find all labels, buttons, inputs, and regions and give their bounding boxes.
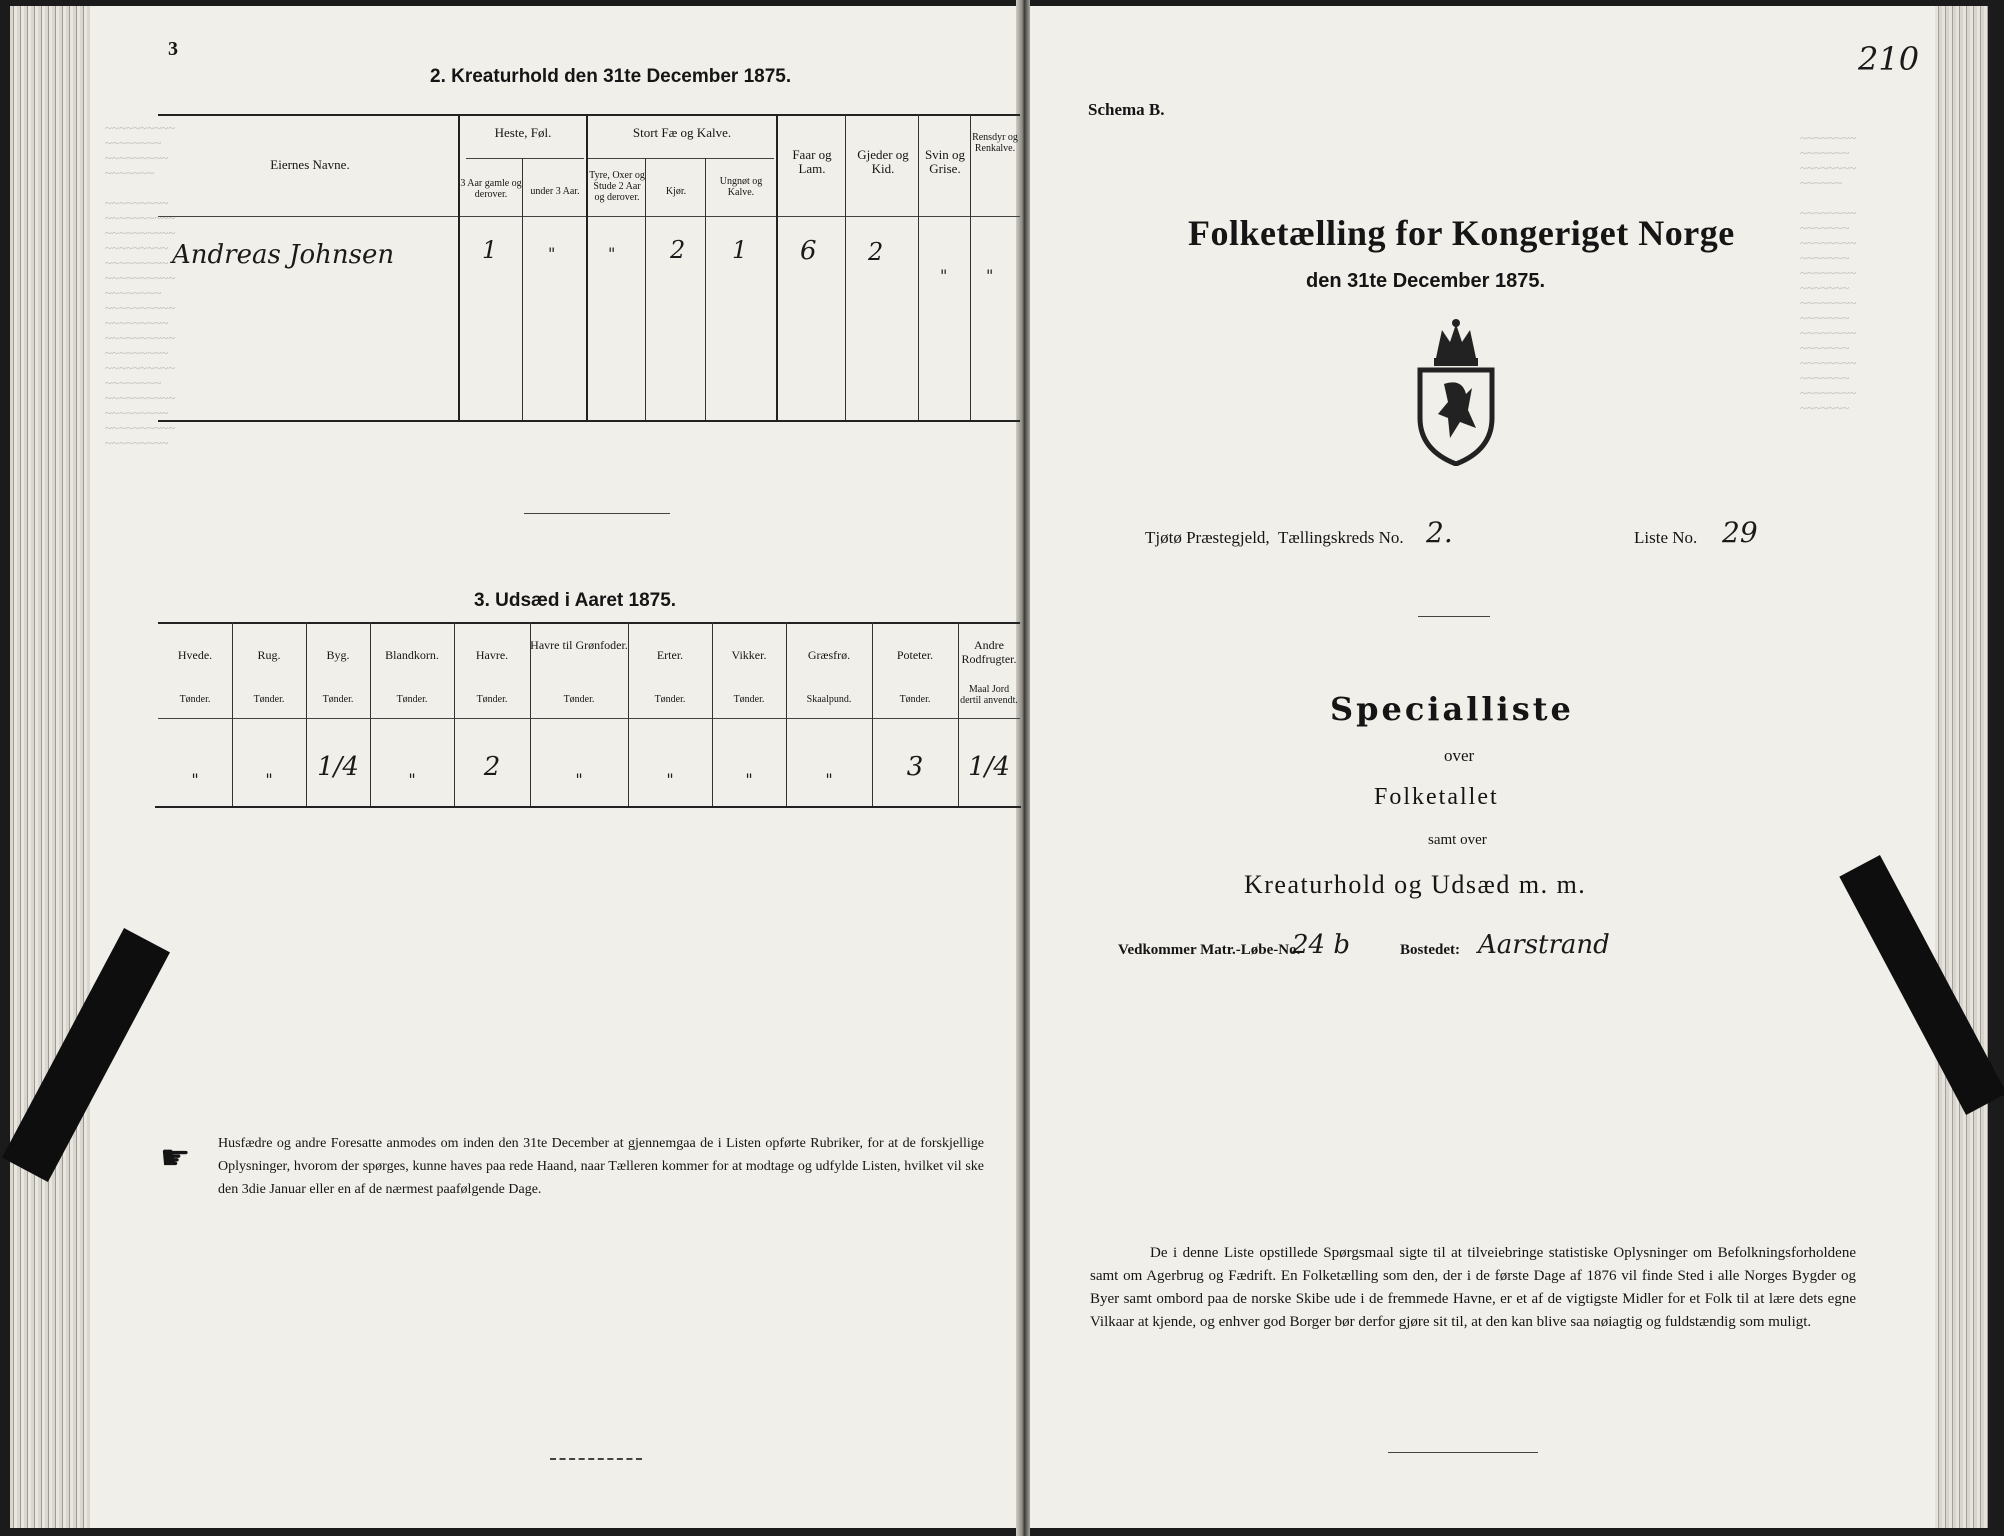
folketallet: Folketallet (1374, 784, 1499, 810)
s2-top-rule (158, 114, 1020, 116)
right-page-edges (1935, 6, 1988, 1528)
s3-value: " (191, 770, 199, 789)
s3-header-name: Græsfrø. (807, 648, 851, 662)
list-value: 29 (1722, 516, 1758, 549)
s3-header-unit: Tønder. (396, 694, 428, 705)
s3-header-name: Byg. (326, 648, 350, 662)
s2-header-rule (158, 216, 1020, 217)
val-svin: " (940, 266, 948, 285)
specialliste-title: Specialliste (1330, 690, 1574, 728)
s2-col-sep (845, 114, 846, 420)
corner-mark: 3 (168, 38, 178, 60)
samt-over: samt over (1428, 832, 1487, 848)
s3-header-name: Vikker. (731, 648, 767, 662)
hdr-tyre: Tyre, Oxer og Stude 2 Aar og derover. (589, 170, 645, 203)
section2-title: 2. Kreaturhold den 31te December 1875. (430, 66, 792, 87)
hdr-heste: Heste, Føl. (494, 125, 552, 140)
heste-subrule (466, 158, 584, 159)
s3-header-unit: Tønder. (733, 694, 765, 705)
bleed-through-right: ~~~~~~~~ ~~~~~~~ ~~~~~~~~ ~~~~~~ ~~~~~~~~ ~~~~~~~ ~~~~~~~~ ~~~~~~~ ~~~~~~~~ ~~~~~~~ ~~~~~~~~ ~~~~~~~ ~~~~~~~~ ~~~~~~~ ~~~~~~~~ ~~~~~~~ ~~~~~~~~ ~~~~~~~ (1800, 130, 1857, 415)
stort-subrule (588, 158, 774, 159)
val-kjor: 2 (670, 236, 686, 264)
hdr-svin: Svin og Grise. (924, 147, 966, 176)
s3-value: 2 (483, 752, 501, 782)
district-value: 2. (1426, 516, 1453, 549)
bosted-label: Bostedet: (1400, 942, 1460, 958)
hdr-faar: Faar og Lam. (792, 147, 832, 176)
kreaturhold-title: Kreaturhold og Udsæd m. m. (1244, 870, 1587, 899)
left-footer-rule (550, 1458, 642, 1460)
coat-of-arms-icon (1414, 318, 1498, 466)
s3-value: " (265, 770, 273, 789)
owner-name: Andreas Johnsen (172, 240, 395, 270)
s3-header-rule (158, 718, 1020, 719)
hdr-stort-fae: Stort Fæ og Kalve. (632, 125, 732, 140)
district-label: Tællingskreds No. (1278, 528, 1404, 547)
hdr-rensdyr: Rensdyr og Renkalve. (972, 132, 1018, 154)
info-paragraph: De i denne Liste opstillede Spørgsmaal sigte til at tilveiebringe statistiske Oplysninger om Befolkningsforholdene samt om Agerbrug og Fædrift. En Folketælling som den, der i de første Dage af 1876 vil finde Sted i alle Norges Bygder og Byer samt ombord paa de norske Skibe ude i de fremmede Havne, er et af de vigtigste Midler for et Folk til at lære dets egne Vilkaar at kjende, og enhver god Borger bør derfor gjøre sit til, at den kan blive saa nøiagtig og fuldstændig som muligt. (1090, 1245, 1856, 1330)
page-number: 210 (1858, 40, 1920, 78)
s3-value: " (745, 770, 753, 789)
s3-top-rule (158, 622, 1020, 624)
date-line: den 31te December 1875. (1306, 270, 1546, 292)
s2-col-sep (705, 158, 706, 420)
s2-bottom-rule (158, 420, 1020, 422)
s3-header-unit: Tønder. (253, 694, 285, 705)
s3-bottom-rule (155, 806, 1021, 808)
s2-col-sep (970, 114, 971, 420)
notice-text: Husfædre og andre Foresatte anmodes om inden den 31te December at gjennemgaa de i Listen opførte Rubriker, for at de forskjellige Oplysninger, hvorom der spørges, kunne haves paa rede Haand, naar Tælleren kommer for at modtage og udfylde Listen, hvilket vil ske den 3die Januar eller en af de nærmest paafølgende Dage. (218, 1136, 984, 1197)
hdr-heste-3aar: 3 Aar gamle og derover. (460, 178, 522, 200)
matr-value: 24 b (1292, 930, 1350, 960)
s3-header-name: Havre. (475, 648, 509, 662)
s3-value: 1/4 (968, 752, 1010, 782)
s2-col-sep (458, 114, 460, 420)
val-rensdyr: " (986, 266, 994, 285)
list-label: Liste No. (1634, 528, 1698, 547)
hdr-eiernes-navne: Eiernes Navne. (270, 157, 350, 172)
s3-header-unit: Tønder. (899, 694, 931, 705)
s3-value: " (408, 770, 416, 789)
s3-header-unit: Maal Jord dertil anvendt. (960, 684, 1018, 706)
schema-label: Schema B. (1088, 100, 1165, 119)
s3-value: " (825, 770, 833, 789)
s3-header-unit: Tønder. (179, 694, 211, 705)
section3-title: 3. Udsæd i Aaret 1875. (474, 590, 677, 611)
s3-value: 3 (906, 752, 924, 782)
left-page-edges (10, 6, 90, 1528)
s2-col-sep (918, 114, 919, 420)
separator-rule (524, 513, 670, 514)
main-title: Folketælling for Kongeriget Norge (1188, 213, 1735, 253)
val-ungnot: 1 (732, 236, 748, 264)
matr-label: Vedkommer Matr.-Løbe-No. (1118, 942, 1301, 958)
s3-header-unit: Tønder. (476, 694, 508, 705)
s3-header-name: Blandkorn. (385, 648, 439, 662)
s3-header-name: Andre Rodfrugter. (961, 638, 1017, 666)
s3-value: " (575, 770, 583, 789)
hdr-ungnot: Ungnøt og Kalve. (719, 176, 763, 198)
bosted-value: Aarstrand (1478, 930, 1610, 960)
s3-header-name: Havre til Grønfoder. (530, 638, 628, 652)
val-heste-under3: " (548, 244, 556, 263)
s3-header-unit: Skaalpund. (806, 694, 852, 705)
s3-header-name: Poteter. (896, 648, 934, 662)
val-heste-3aar: 1 (482, 236, 498, 264)
right-rule-1 (1418, 616, 1490, 617)
over-label: over (1444, 746, 1475, 765)
s2-col-sep (776, 114, 778, 420)
s2-col-sep (522, 158, 523, 420)
right-footer-rule (1388, 1452, 1538, 1453)
bleed-through-left: ~~~~~~~~~~ ~~~~~~~~ ~~~~~~~~~ ~~~~~~~ ~~~~~~~~~ ~~~~~~~~~~ ~~~~~~~~~~ ~~~~~~~~~ ~~~~~~~~~ ~~~~~~~~~~ ~~~~~~~~ ~~~~~~~~~~ ~~~~~~~~~ ~~~~~~~~~~ ~~~~~~~~~ ~~~~~~~~~~ ~~~~~~~~ ~~~~~~~~~~ ~~~~~~~~~ ~~~~~~~~~~ ~~~~~~~~~ (105, 120, 176, 450)
pointing-hand-icon: ☛ (160, 1140, 191, 1177)
hdr-gjeder: Gjeder og Kid. (857, 147, 909, 176)
hdr-kjor: Kjør. (665, 186, 687, 197)
val-tyre: " (608, 244, 616, 263)
val-faar: 6 (800, 236, 817, 266)
s3-value: 1/4 (317, 752, 359, 782)
s3-header-name: Rug. (257, 648, 281, 662)
s2-col-sep (586, 114, 588, 420)
s3-header-unit: Tønder. (654, 694, 686, 705)
val-gjeder: 2 (868, 238, 884, 266)
s3-header-unit: Tønder. (563, 694, 595, 705)
parish-label: Tjøtø Præstegjeld, (1145, 528, 1270, 547)
hdr-heste-under3: under 3 Aar. (530, 186, 580, 197)
s3-value: " (666, 770, 674, 789)
s3-header-name: Erter. (656, 648, 684, 662)
s3-header-name: Hvede. (177, 648, 213, 662)
s3-header-unit: Tønder. (322, 694, 354, 705)
